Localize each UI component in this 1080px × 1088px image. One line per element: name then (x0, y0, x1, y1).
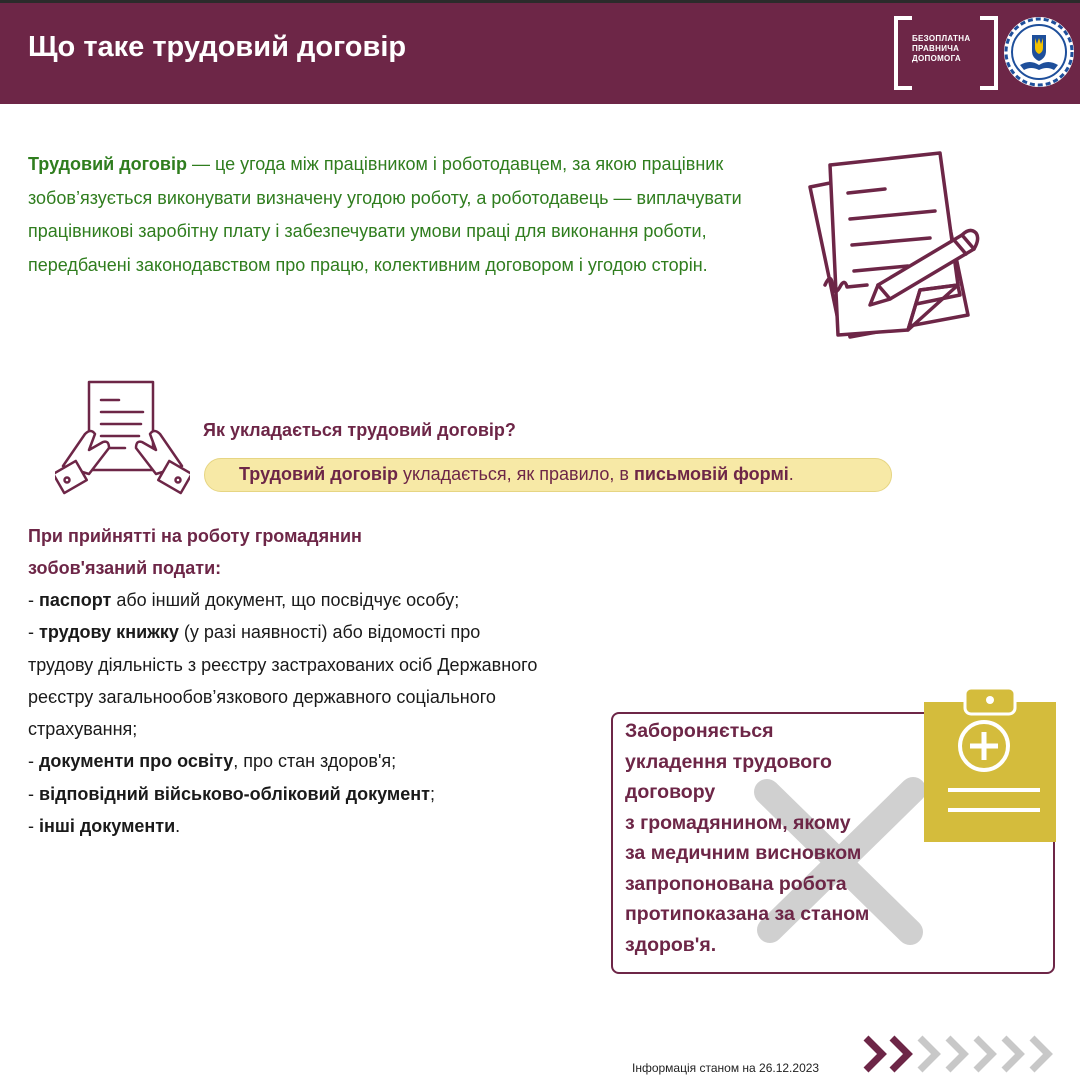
list-item: - відповідний військово-обліковий документ; (28, 783, 435, 804)
definition-term: Трудовий договір (28, 154, 187, 174)
prohibition-text: Забороняється укладення трудового договору з громадянином, якому за медичним висновком запропонована робота протипоказана за станом здоров'я. (625, 720, 870, 956)
answer-pill (204, 458, 892, 492)
free-legal-aid-logo (894, 16, 998, 86)
definition-paragraph (28, 148, 748, 282)
ministry-emblem-icon (1002, 15, 1076, 89)
contract-signing-icon (790, 145, 990, 340)
header-bar (0, 0, 1080, 104)
list-item: - трудову книжку (у разі наявності) або відомості про трудову діяльність з реєстру застрахованих осіб Державного реєстру загальнообов’язкового державного соціального страхування; (28, 622, 538, 740)
info-date-note: Інформація станом на 26.12.2023 (632, 1061, 820, 1075)
question-heading: Як укладається трудовий договір? (203, 420, 516, 440)
page-title: Що таке трудовий договір (28, 31, 407, 63)
list-item: - документи про освіту, про стан здоров'я; (28, 751, 397, 772)
requirements-heading: При прийнятті на роботу громадянин зобов'язаний подати: (28, 526, 362, 578)
requirements-list (28, 584, 548, 842)
definition-text: — це угода між працівником і роботодавцем, за якою працівник зобов’язується виконувати визначену угодою роботу, а роботодавець — виплачувати працівникові заробітну плату і забезпечувати умови праці для виконання роботи, передбачені законодавством про працю, колективним договором і угодою сторін. (28, 154, 742, 275)
logo-text: БЕЗОПЛАТНА ПРАВНИЧА ДОПОМОГА (912, 34, 971, 63)
answer-text: Трудовий договір укладається, як правило, в письмовій формі. (239, 464, 794, 484)
list-item: - інші документи. (28, 816, 181, 837)
hands-holding-document-icon (55, 378, 190, 498)
chevron-arrows-icon (862, 1034, 1062, 1074)
list-item: - паспорт або інший документ, що посвідчує особу; (28, 590, 460, 610)
logo-bracket-left (894, 16, 912, 90)
logo-bracket-right (980, 16, 998, 90)
